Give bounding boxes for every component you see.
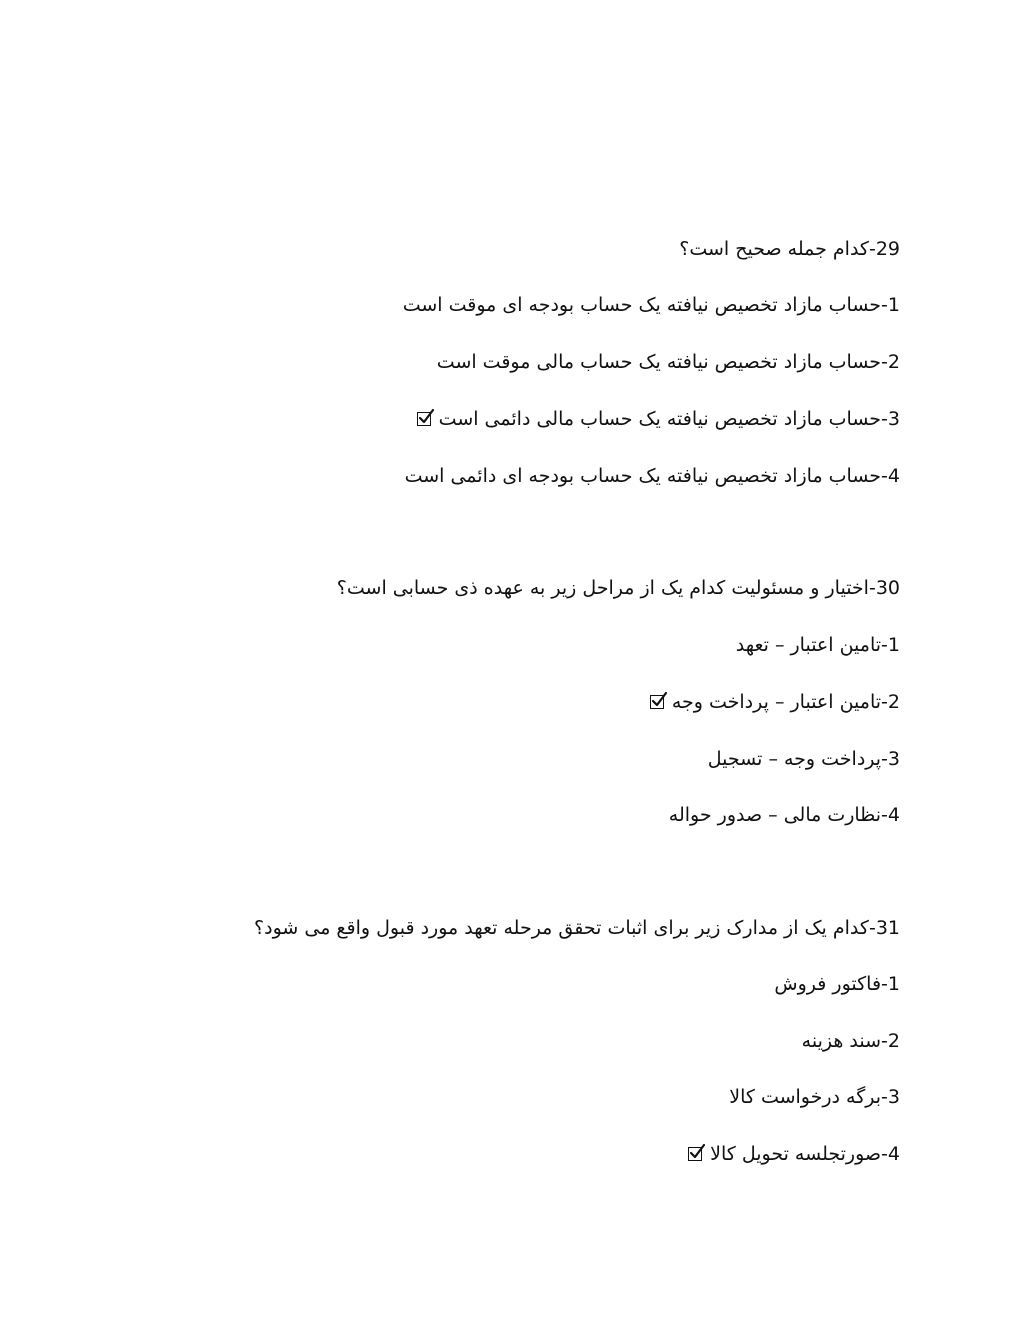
option-31-4 [688, 1141, 900, 1167]
option-31-2: 2-سند هزینه [801, 1030, 900, 1052]
option-29-1: 1-حساب مازاد تخصیص نیافته یک حساب بودجه ای موقت است [402, 294, 900, 316]
option-29-2: 2-حساب مازاد تخصیص نیافته یک حساب مالی موقت است [436, 351, 900, 373]
option-30-2 [650, 689, 900, 715]
option-31-1: 1-فاکتور فروش [774, 973, 900, 995]
option-29-3 [417, 406, 900, 432]
option-30-2-text: 2-تامین اعتبار – پرداخت وجه [671, 691, 900, 713]
question-29: 29-کدام جمله صحیح است؟ [679, 238, 900, 260]
option-31-3: 3-برگه درخواست کالا [729, 1086, 900, 1108]
question-31: 31-کدام یک از مدارک زیر برای اثبات تحقق مرحله تعهد مورد قبول واقع می شود؟ [254, 917, 900, 939]
checked-box-icon [650, 695, 664, 709]
option-30-1: 1-تامین اعتبار – تعهد [735, 634, 900, 656]
option-29-3-text: 3-حساب مازاد تخصیص نیافته یک حساب مالی دائمی است [438, 408, 900, 430]
option-30-4: 4-نظارت مالی – صدور حواله [668, 804, 900, 826]
option-30-3: 3-پرداخت وجه – تسجیل [707, 748, 900, 770]
option-31-4-text: 4-صورتجلسه تحویل کالا [710, 1143, 900, 1165]
checked-box-icon [688, 1147, 702, 1161]
option-29-4: 4-حساب مازاد تخصیص نیافته یک حساب بودجه ای دائمی است [404, 465, 900, 487]
question-30: 30-اختیار و مسئولیت کدام یک از مراحل زیر به عهده ذی حسابی است؟ [336, 577, 900, 599]
checked-box-icon [417, 412, 431, 426]
